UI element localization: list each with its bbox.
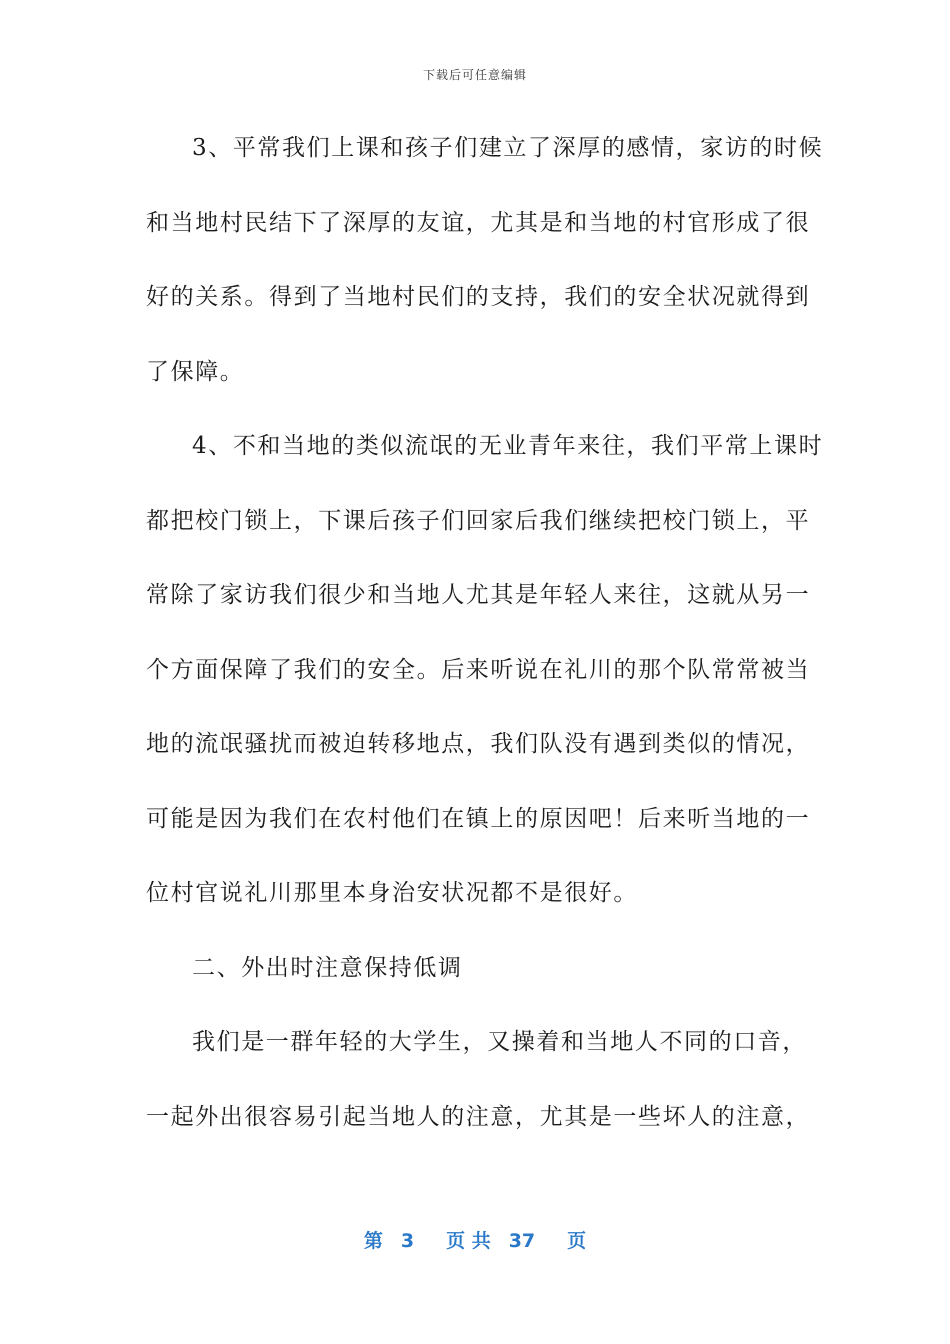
- document-body: [146, 124, 824, 1167]
- paragraph-line: 了保障。: [146, 358, 245, 385]
- paragraph-line: 好的关系。得到了当地村民们的支持，我们的安全状况就得到: [146, 284, 811, 310]
- paragraph-line: 可能是因为我们在农村他们在镇上的原因吧！后来听当地的一: [146, 805, 811, 832]
- paragraph-line: 3、平常我们上课和孩子们建立了深厚的感情，家访的时候: [192, 135, 824, 161]
- paragraph-line: 4、不和当地的类似流氓的无业青年来往，我们平常上课时: [192, 433, 824, 459]
- paragraph-line: 地的流氓骚扰而被迫转移地点，我们队没有遇到类似的情况，: [146, 731, 811, 757]
- paragraph-line: 我们是一群年轻的大学生，又操着和当地人不同的口音，: [192, 1029, 807, 1055]
- paragraph-line: 一起外出很容易引起当地人的注意，尤其是一些坏人的注意，: [146, 1103, 811, 1130]
- footer-suffix: 页: [567, 1230, 587, 1252]
- paragraph-line: 常除了家访我们很少和当地人尤其是年轻人来往，这就从另一: [146, 582, 811, 608]
- paragraph-line: 都把校门锁上，下课后孩子们回家后我们继续把校门锁上，平: [146, 507, 811, 534]
- page-total: 37: [508, 1230, 536, 1252]
- paragraph-line: 位村官说礼川那里本身治安状况都不是很好。: [146, 880, 638, 906]
- footer-prefix: 第: [363, 1230, 383, 1252]
- section-heading: 二、外出时注意保持低调: [192, 954, 463, 981]
- paragraph-line: 和当地村民结下了深厚的友谊，尤其是和当地的村官形成了很: [146, 209, 811, 236]
- page-footer: [0, 1226, 950, 1253]
- paragraph-line: 个方面保障了我们的安全。后来听说在礼川的那个队常常被当: [146, 656, 811, 683]
- page-number: 3: [400, 1230, 415, 1252]
- page-header: 下载后可任意编辑: [422, 68, 527, 82]
- footer-middle: 页 共: [446, 1230, 491, 1252]
